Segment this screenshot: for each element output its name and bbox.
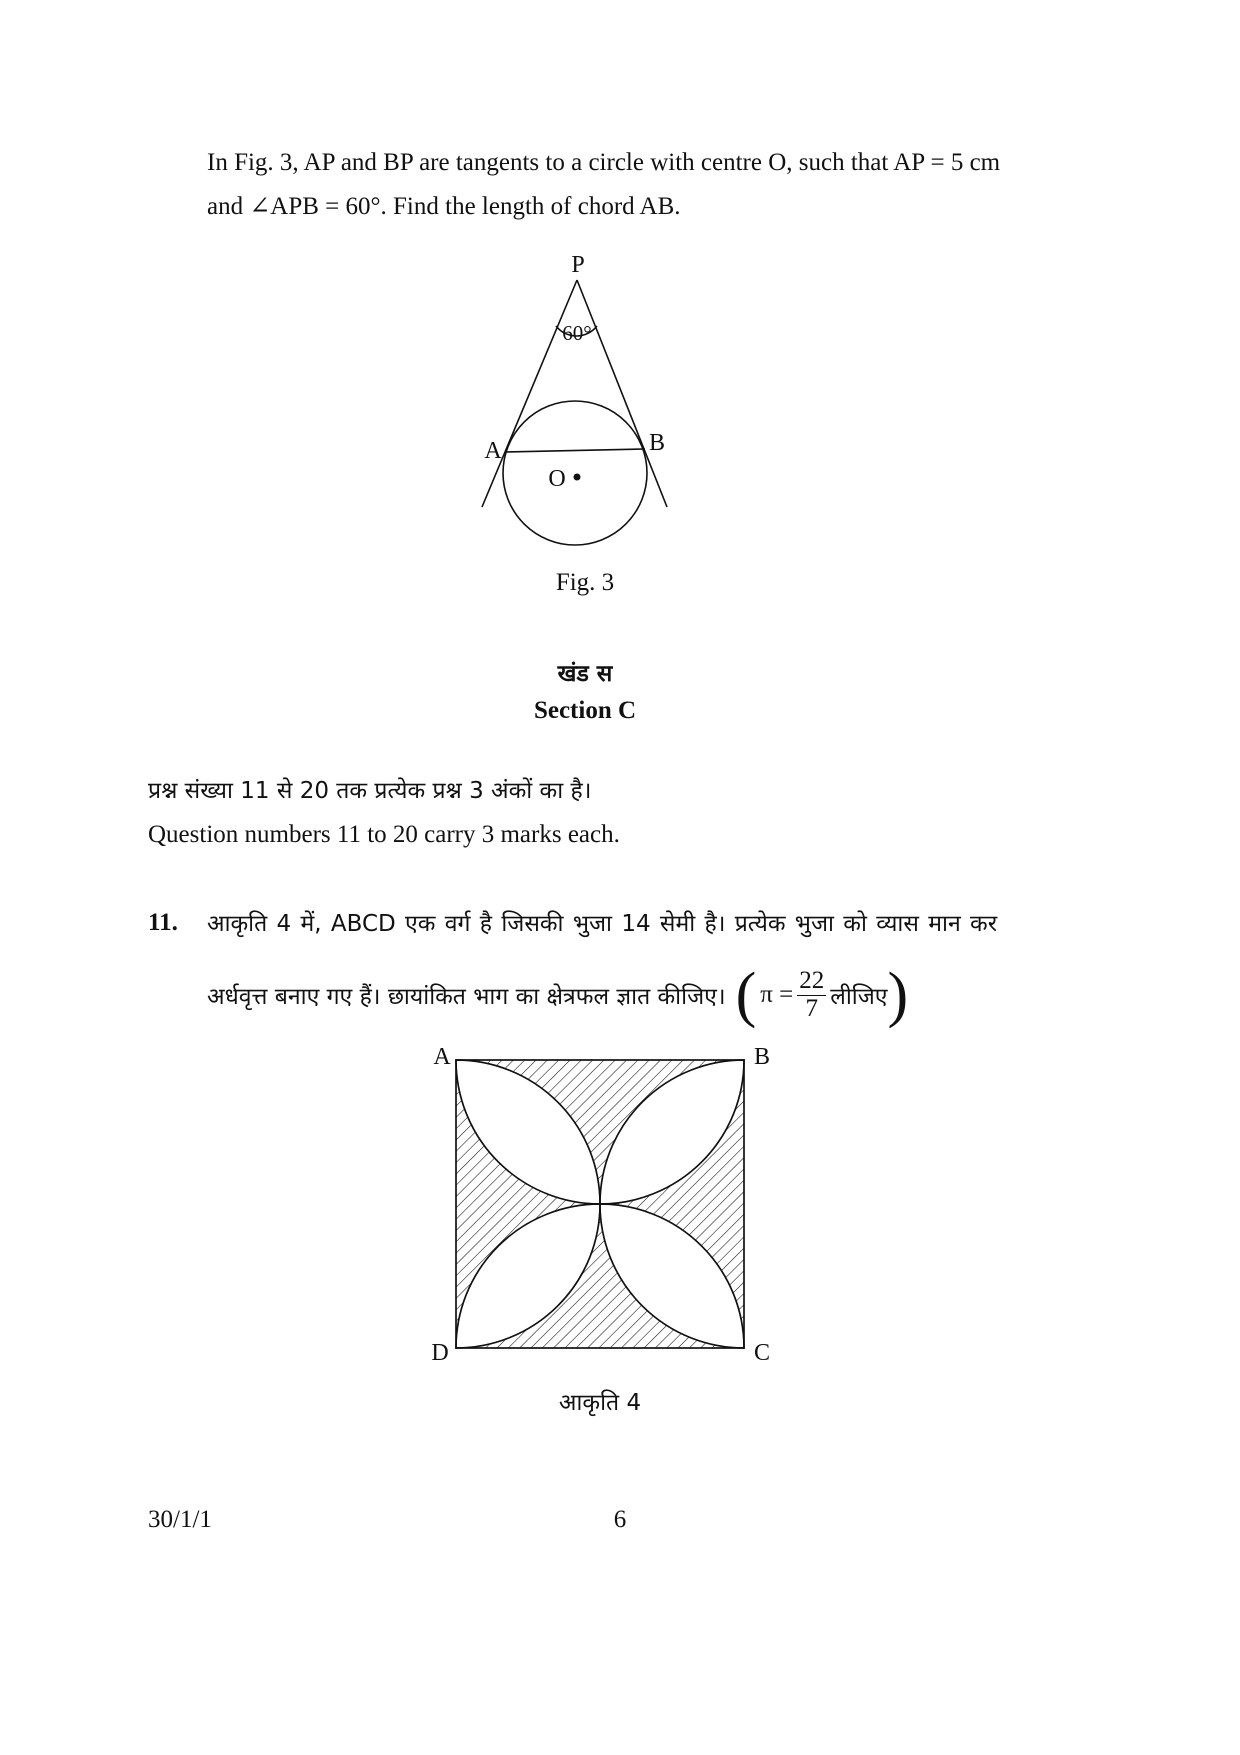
figure-3	[0, 0, 1240, 600]
q10-line2: and ∠APB = 60°. Find the length of chord AB.	[207, 193, 681, 220]
q11-number: 11.	[148, 909, 178, 936]
fig4-caption: आकृति 4	[558, 1390, 642, 1416]
label-d: D	[431, 1340, 449, 1366]
fig3-caption: Fig. 3	[555, 569, 615, 596]
centre-dot	[574, 474, 581, 481]
q11-line1: आकृति 4 में, ABCD एक वर्ग है जिसकी भुजा 14 सेमी है। प्रत्येक भुजा को व्यास मान कर	[207, 911, 998, 937]
label-a: A	[433, 1044, 451, 1070]
section-title-hindi: खंड स	[557, 661, 613, 687]
page-number: 6	[613, 1506, 627, 1533]
footer-code: 30/1/1	[148, 1506, 212, 1533]
pi-denominator: 7	[805, 994, 818, 1022]
open-paren: (	[735, 961, 757, 1029]
instructions-english: Question numbers 11 to 20 carry 3 marks each.	[148, 821, 620, 848]
pi-numerator: 22	[799, 967, 825, 995]
tangent-pb	[577, 280, 667, 507]
pi-fraction	[797, 968, 826, 1022]
pi-prefix: π =	[760, 981, 794, 1008]
q10-line1: In Fig. 3, AP and BP are tangents to a circle with centre O, such that AP = 5 cm	[207, 149, 1001, 176]
q11-line2-row	[207, 955, 908, 1035]
section-title-english: Section C	[533, 697, 637, 724]
close-paren: )	[887, 961, 909, 1029]
figure-4	[0, 1030, 1240, 1430]
pi-suffix: लीजिए	[830, 984, 888, 1010]
label-b: B	[648, 430, 666, 456]
circle	[503, 401, 647, 545]
label-a: A	[484, 438, 502, 464]
angle-label: 60°	[562, 321, 592, 345]
label-o: O	[548, 466, 566, 492]
label-p: P	[571, 252, 585, 278]
label-b: B	[753, 1044, 771, 1070]
instructions-hindi: प्रश्न संख्या 11 से 20 तक प्रत्येक प्रश्न 3 अंकों का है।	[148, 778, 592, 804]
label-c: C	[753, 1340, 771, 1366]
q11-line2: अर्धवृत्त बनाए गए हैं। छायांकित भाग का क्षेत्रफल ज्ञात कीजिए।	[207, 984, 726, 1010]
chord-ab	[506, 449, 645, 452]
